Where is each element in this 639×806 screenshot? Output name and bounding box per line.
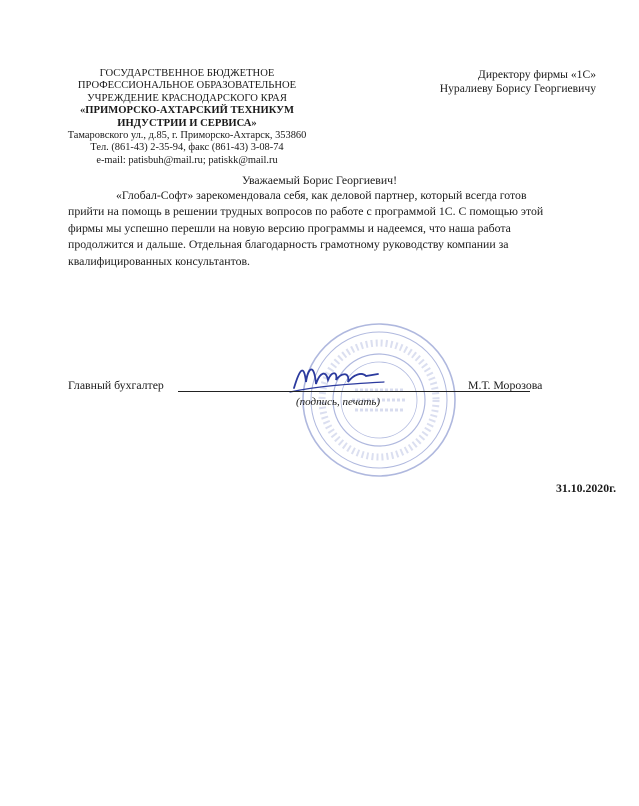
- sender-line: УЧРЕЖДЕНИЕ КРАСНОДАРСКОГО КРАЯ: [87, 92, 287, 104]
- sender-address: Тамаровского ул., д.85, г. Приморско-Ахтарск, 353860: [67, 130, 307, 142]
- letter-body: [68, 187, 608, 269]
- signature-hint: (подпись, печать): [296, 396, 381, 408]
- signer-title: Главный бухгалтер: [68, 378, 164, 392]
- letter-greeting: Уважаемый Борис Георгиевич!: [241, 173, 398, 187]
- sender-line: ПРОФЕССИОНАЛЬНОЕ ОБРАЗОВАТЕЛЬНОЕ: [77, 80, 297, 92]
- sender-line: ИНДУСТРИИ И СЕРВИСА»: [117, 117, 257, 129]
- letter-date: 31.10.2020г.: [556, 481, 617, 495]
- recipient-line: Нуралиеву Борису Георгиевичу: [439, 82, 596, 95]
- letter-line: прийти на помощь в решении трудных вопросов по работе с программой 1С. С помощью этой: [68, 204, 544, 219]
- sender-line: ГОСУДАРСТВЕННОЕ БЮДЖЕТНОЕ: [99, 68, 275, 79]
- sender-phone: Тел. (861-43) 2-35-94, факс (861-43) 3-08-74: [90, 142, 284, 154]
- recipient-line: Директору фирмы «1С»: [477, 68, 596, 81]
- sender-line: «ПРИМОРСКО-АХТАРСКИЙ ТЕХНИКУМ: [80, 105, 294, 117]
- sender-email: e-mail: patisbuh@mail.ru; patiskk@mail.ru: [96, 154, 278, 166]
- sender-block: [62, 68, 312, 167]
- letter-line: «Глобал-Софт» зарекомендовала себя, как деловой партнер, который всегда готов: [116, 188, 527, 202]
- recipient-block: [396, 68, 596, 96]
- letter-line: квалифицированных консультантов.: [68, 253, 251, 268]
- letter-line: продолжится и дальше. Отдельная благодарность грамотному руководству компании за: [68, 237, 509, 252]
- handwritten-signature: [288, 358, 388, 398]
- signer-name: М.Т. Морозова: [468, 378, 543, 392]
- letter-line: фирмы мы успешно перешли на новую версию программы и надеемся, что наша работа: [68, 220, 511, 235]
